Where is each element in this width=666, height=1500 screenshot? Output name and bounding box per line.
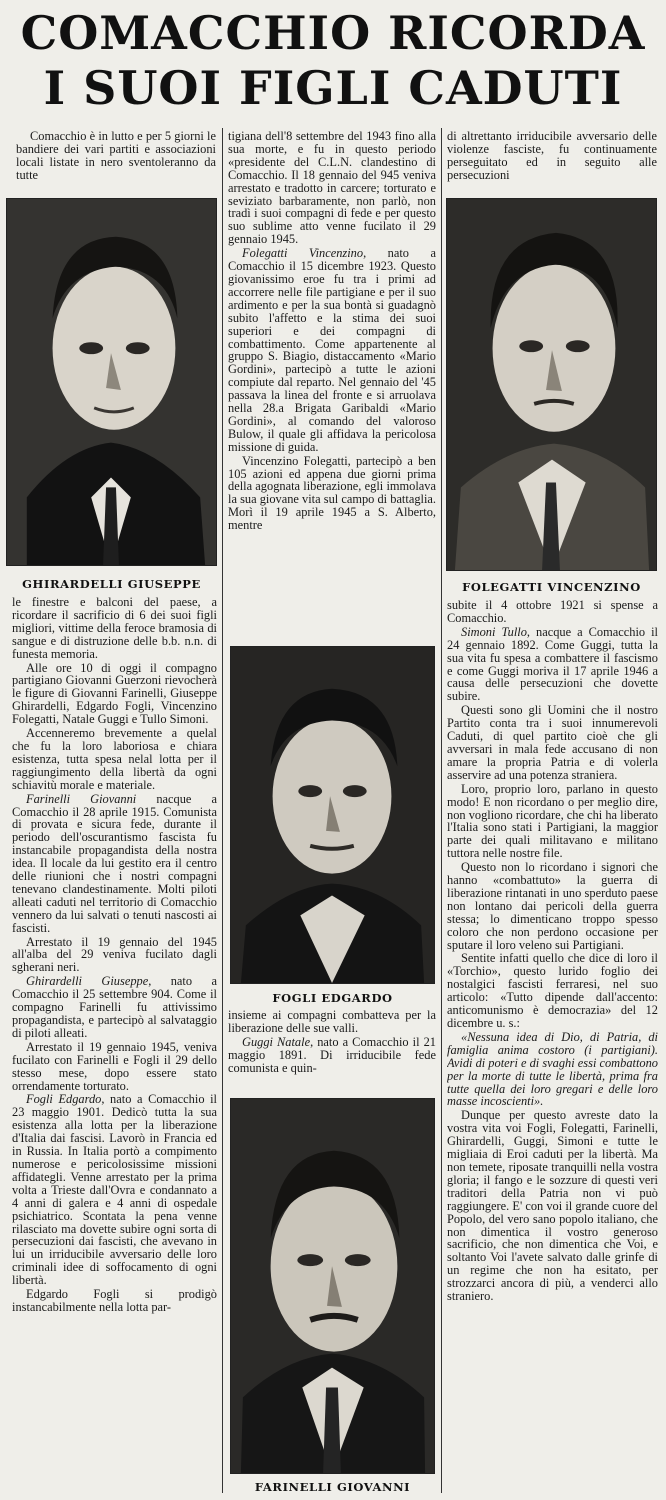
col2-p1: tigiana dell'8 settembre del 1943 fino alla sua morte, e fu in questo periodo «presidente del C.L.N. clandestino di Comacchio. Il 18 gennaio del 945 veniva arrestato e tradotto in carcere; torturato e seviziato barbaramente, non parlò, non tradì i suoi compagni di fede e per questo suo sublime atto venne fucilato il 29 gennaio 1945. — [228, 130, 436, 247]
col1-p8-name: Fogli Edgardo — [26, 1092, 102, 1107]
col1-p4 — [12, 793, 217, 935]
column-3-body — [447, 599, 658, 1494]
column-1-top — [16, 130, 216, 190]
col1-p4-text: nacque a Comacchio il 28 aprile 1915. Comunista di provata e sicura fede, durante il periodo dell'oscurantismo fascista fu instancabile propagandista della nostra idea. Il locale da lui gestito era il centro delle riunioni che i nostri compagni tenevano clandestinamente. Molti piloti alleati caduti nel territorio di Comacchio vennero da lui salvati o tenuti nascosti ai fascisti. — [12, 791, 217, 935]
caption-fogli-edgardo: FOGLI EDGARDO — [272, 991, 393, 1005]
col3-p6: Sentite infatti quello che dice di loro il «Torchio», questo lurido foglio dei nostalgici fascisti ferraresi, nel suo articolo: «Tutto dipende dall'accento: anticomunismo è democrazia» del 12 dicembre u. s.: — [447, 951, 658, 1030]
col1-p8 — [12, 1093, 217, 1287]
col3-p2-text: , nacque a Comacchio il 24 gennaio 1892. Come Guggi, tutta la sua vita fu spesa a combattere il fascismo e come Guggi moriva il 17 aprile 1946 a causa delle persecuzioni che dovette subire. — [447, 624, 658, 704]
column-2-middle — [228, 1009, 436, 1093]
column-rule-right — [441, 128, 442, 1493]
col2-p4-text: , nato a Comacchio il 21 maggio 1891. Di irriducibile fede comunista e quin- — [228, 1034, 436, 1075]
col3-p5: Questo non lo ricordano i signori che hanno «combattuto» la guerra di liberazione rintanati in uno sperduto paese non lontano dai pericoli della guerra stessa; lo dimenticano troppo spesso coloro che non perdono occasione per sputare il loro veleno sui Partigiani. — [447, 860, 658, 952]
col1-p2: Alle ore 10 di oggi il compagno partigiano Giovanni Guerzoni rievocherà le figure di Giovanni Farinelli, Giuseppe Ghirardelli, Edgardo Fogli, Vincenzino Folegatti, Natale Guggi e Tullo Simoni. — [12, 660, 217, 727]
col1-p4-name: Farinelli Giovanni — [26, 791, 137, 806]
col3-p8: Dunque per questo avreste dato la vostra vita voi Fogli, Folegatti, Farinelli, Ghirardelli, Guggi, Simoni e tutte le migliaia di Eroi caduti per la libertà. Ma non temete, riposate tranquilli nella vostra gloria; il fango e le sozzure di questi veri traditori della Patria non vi può raggiungere. E' con voi il grande cuore del Popolo, del vero sano popolo italiano, che non dimentica il vostro generoso sacrificio, che non dimentica che Voi, e soltanto Voi l'avete salvato dalle grinfe di un regime che non ha esitato, per strozzarci ancora di più, a venderci allo straniero. — [447, 1108, 658, 1304]
col3-p7: «Nessuna idea di Dio, di Patria, di famiglia anima costoro (i partigiani). Avidi di poteri e di svaghi essi combattono per la morte di tutte le libertà, prima fra tutte quella dei loro gregari e delle loro masse incoscienti». — [447, 1029, 658, 1109]
col3-intro: di altrettanto irriducibile avversario delle violenze fasciste, fu continuamente perseguitato ed in seguito alle persecuzioni — [447, 130, 657, 182]
headline-line-2: I SUOI FIGLI CADUTI — [43, 61, 623, 115]
column-rule-left — [222, 128, 223, 1493]
photo-farinelli-giovanni — [230, 1098, 435, 1474]
caption-farinelli-giovanni: FARINELLI GIOVANNI — [254, 1480, 411, 1494]
caption-folegatti-vincenzino: FOLEGATTI VINCENZINO — [462, 580, 641, 594]
photo-ghirardelli-giuseppe — [6, 198, 217, 566]
col1-p5: Arrestato il 19 gennaio del 1945 all'alba del 29 veniva fucilato dagli sgherani neri. — [12, 934, 217, 975]
headline-line-1: COMACCHIO RICORDA — [20, 6, 646, 60]
col2-p2 — [228, 247, 436, 454]
col1-p8-text: , nato a Comacchio il 23 maggio 1901. Dedicò tutta la sua esistenza alla lotta per la liberazione d'Italia dai fascisi. Lavorò in Francia ed in Russia. In Italia portò a compimento numerose e pericolosissime missioni affidategli. Venne arrestato per la prima volta a Trieste dall'Ovra e condannato a 4 anni di galera e 4 anni di ospedale psichiatrico. Scontata la pena venne rilasciato ma dovette subire ogni sorta di persecuzioni dai fascisti, che avevano in lui un irriducibile avversario delle loro criminali idee di soffocamento di ogni libertà. — [12, 1092, 217, 1288]
photo-folegatti-vincenzino — [446, 198, 657, 571]
column-1-body — [12, 596, 217, 1494]
col2-p4 — [228, 1036, 436, 1075]
col1-p1: le finestre e balconi del paese, a ricordare il sacrificio di 6 dei suoi figli migliori, vittime della feroce bramosia di sangue e di distruzione delle b.b. n.n. di funesta memoria. — [12, 596, 217, 661]
col3-p4: Loro, proprio loro, parlano in questo modo! E non ricordano o per meglio dire, non vogliono ricordare, che chi ha liberato l'Italia sono stati i Partigiani, la maggior parte dei quali militavano e militano tuttora nelle nostre file. — [447, 781, 658, 861]
col3-p2-name: Simoni Tullo — [461, 624, 527, 639]
col1-p6 — [12, 975, 217, 1040]
col1-intro: Comacchio è in lutto e per 5 giorni le bandiere dei vari partiti e associazioni locali listate in nero sventoleranno da tutte — [16, 130, 216, 182]
col2-mid: insieme ai compagni combatteva per la liberazione delle sue valli. — [228, 1009, 436, 1035]
col2-p2-text: , nato a Comacchio il 15 dicembre 1923. Questo giovanissimo eroe fu tra i primi ad accorrere nelle file partigiane e per il suo ardimento e per la sua bontà si guadagnò subito l'affetto e la stima dei suoi superiori e dei compagni di combattimento. Come appartenente al gruppo S. Biagio, distaccamento «Mario Gordini», partecipò a tutte le azioni compiute dal reparto. Nel gennaio del '45 passava la linea del fronte e si arruolava nella 28.a Brigata Garibaldi «Mario Gordini», al comando del valoroso Bulow, il quale gli affidava la pericolosa missione di guida. — [228, 246, 436, 454]
col1-p7: Arrestato il 19 gennaio 1945, veniva fucilato con Farinelli e Fogli il 29 dello stesso mese, dopo essere stato orrendamente torturato. — [12, 1039, 217, 1093]
column-2-top — [228, 130, 436, 640]
photo-fogli-edgardo — [230, 646, 435, 984]
col1-p6-name: Ghirardelli Giuseppe — [26, 974, 149, 989]
column-3-top — [447, 130, 657, 192]
headline — [0, 8, 666, 114]
col1-p6-text: , nato a Comacchio il 25 settembre 904. Come il compagno Farinelli fu attivissimo propagandista, e partecipò al salvataggio di piloti alleati. — [12, 974, 217, 1040]
col2-p3: Vincenzino Folegatti, partecipò a ben 105 azioni ed appena due giorni prima della agognata liberazione, egli immolava la sua giovane vita sul campo di battaglia. Morì il 19 aprile 1945 a S. Alberto, mentre — [228, 453, 436, 533]
col3-p3: Questi sono gli Uomini che il nostro Partito conta tra i suoi innumerevoli Caduti, di quel partito cioè che gli avversari in mala fede accusano di non amare la propria Patria e di volerla asservire ad una potenza straniera. — [447, 703, 658, 782]
col1-p3: Accenneremo brevemente a quelal che fu la loro laboriosa e chiara esistenza, tutta spesa nelal lotta per il raggiungimento della libertà da ogni schiavitù morale e materiale. — [12, 726, 217, 792]
col2-p4-name: Guggi Natale — [242, 1034, 311, 1049]
col2-p2-name: Folegatti Vincenzino — [242, 246, 364, 261]
col3-p1: subite il 4 ottobre 1921 si spense a Comacchio. — [447, 599, 658, 625]
col1-p9: Edgardo Fogli si prodigò instancabilmente nella lotta par- — [12, 1287, 217, 1314]
col3-p2 — [447, 626, 658, 703]
caption-ghirardelli-giuseppe: GHIRARDELLI GIUSEPPE — [22, 577, 201, 591]
